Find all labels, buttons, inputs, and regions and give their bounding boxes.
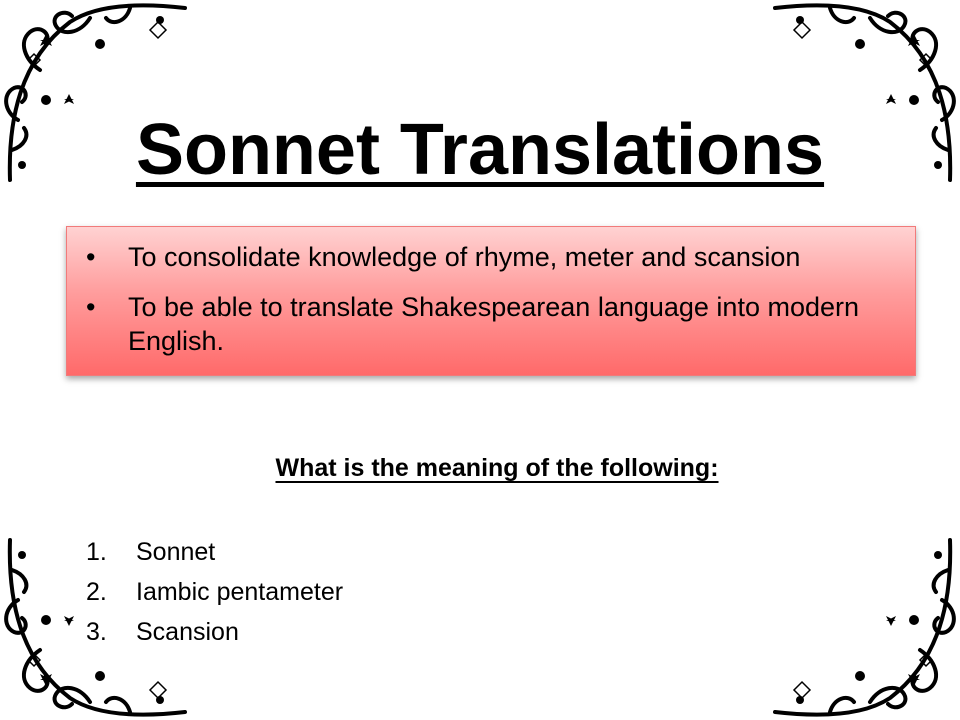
objective-item xyxy=(82,240,882,274)
term-text: Iambic pentameter xyxy=(136,578,344,606)
bullet: • xyxy=(86,242,96,272)
objective-text: To be able to translate Shakespearean language into modern English. xyxy=(128,292,860,356)
floral-ornament-icon xyxy=(760,520,960,720)
objective-item xyxy=(82,290,882,358)
term-text: Sonnet xyxy=(136,538,216,566)
objective-text: To consolidate knowledge of rhyme, meter and scansion xyxy=(128,242,801,272)
term-item xyxy=(86,572,343,612)
objectives-list xyxy=(82,240,882,374)
term-number: 2. xyxy=(86,578,107,606)
bullet: • xyxy=(86,292,96,322)
term-item xyxy=(86,612,343,652)
term-number: 3. xyxy=(86,618,107,646)
term-number: 1. xyxy=(86,538,107,566)
question-heading: What is the meaning of the following: xyxy=(275,454,719,482)
term-item xyxy=(86,532,343,572)
slide-title: Sonnet Translations xyxy=(135,110,825,190)
term-text: Scansion xyxy=(136,618,239,646)
terms-list xyxy=(86,532,343,652)
